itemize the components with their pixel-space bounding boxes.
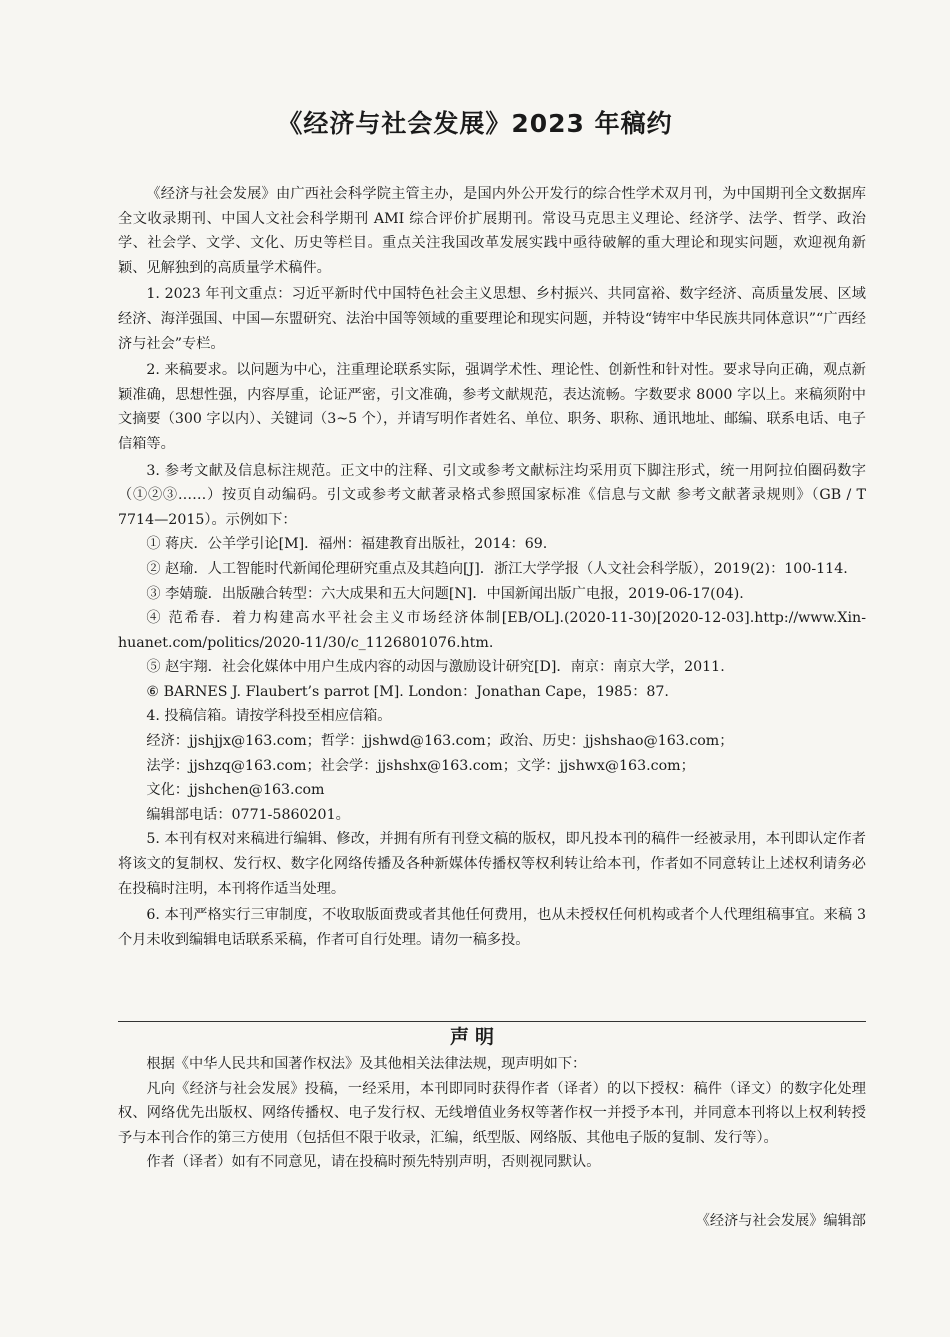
email-line: 文化：jjshchen@163.com xyxy=(146,782,325,799)
reference-example: ② 赵瑜．人工智能时代新闻伦理研究重点及其趋向[J]．浙江大学学报（人文社会科学版），2019(2)：100-114. xyxy=(146,560,848,577)
phone-line: 编辑部电话：0771-5860201。 xyxy=(146,806,350,823)
call-for-papers-body xyxy=(118,182,866,952)
email-line: 经济：jjshjjx@163.com；哲学：jjshwd@163.com；政治、历史：jjshshao@163.com； xyxy=(146,733,734,750)
editorial-signature: 《经济与社会发展》编辑部 xyxy=(695,1213,866,1229)
declaration-paragraph: 作者（译者）如有不同意见，请在投稿时预先特别声明，否则视同默认。 xyxy=(146,1154,601,1171)
email-line: 法学：jjshzq@163.com；社会学：jjshshx@163.com；文学：jjshwx@163.com； xyxy=(146,757,695,774)
item-3-paragraph: 3. 参考文献及信息标注规范。正文中的注释、引文或参考文献标注均采用页下脚注形式，统一用阿拉伯圈码数字（①②③……）按页自动编码。引文或参考文献著录格式参照国家标准《信息与文献 参考文献著录规则》（GB / T 7714—2015）。示例如下： xyxy=(118,462,866,528)
page-title: 《经济与社会发展》2023 年稿约 xyxy=(277,109,673,138)
reference-example: ⑤ 赵宇翔．社会化媒体中用户生成内容的动因与激励设计研究[D]．南京：南京大学，2011. xyxy=(146,659,725,676)
intro-paragraph: 《经济与社会发展》由广西社会科学院主管主办，是国内外公开发行的综合性学术双月刊，为中国期刊全文数据库全文收录期刊、中国人文社会科学期刊 AMI 综合评价扩展期刊。常设马克思主义理论、经济学、法学、哲学、政治学、社会学、文学、文化、历史等栏目。重点关注我国改革发展实践中亟待破解的重大理论和现实问题，欢迎视角新颖、见解独到的高质量学术稿件。 xyxy=(118,186,866,276)
item-5-paragraph: 5. 本刊有权对来稿进行编辑、修改，并拥有所有刊登文稿的版权，即凡投本刊的稿件一经被录用，本刊即认定作者将该文的复制权、发行权、数字化网络传播及各种新媒体传播权等权利转让给本刊，作者如不同意转让上述权利请务必在投稿时注明，本刊将作适当处理。 xyxy=(118,831,866,897)
reference-example: ⑥ BARNES J. Flaubert’s parrot [M]. London：Jonathan Cape，1985：87. xyxy=(146,683,669,700)
reference-example: ④ 范希春．着力构建高水平社会主义市场经济体制[EB/OL].(2020-11-30)[2020-12-03].http://www.Xin-huanet.com/politics/2020-11/30/c_1126801076.htm. xyxy=(118,610,866,651)
declaration-title: 声明 xyxy=(449,1026,500,1048)
reference-example: ① 蒋庆．公羊学引论[M]．福州：福建教育出版社，2014：69. xyxy=(146,536,548,553)
item-2-paragraph: 2. 来稿要求。以问题为中心，注重理论联系实际，强调学术性、理论性、创新性和针对性。要求导向正确，观点新颖准确，思想性强，内容厚重，论证严密，引文准确，参考文献规范，表达流畅。字数要求 8000 字以上。来稿须附中文摘要（300 字以内）、关键词（3~5 个），并请写明作者姓名、单位、职务、职称、通讯地址、邮编、联系电话、电子信箱等。 xyxy=(118,362,866,452)
reference-example: ③ 李婧璇．出版融合转型：六大成果和五大问题[N]．中国新闻出版广电报，2019-06-17(04). xyxy=(146,585,744,602)
declaration-body xyxy=(118,1052,866,1175)
item-6-paragraph: 6. 本刊严格实行三审制度，不收取版面费或者其他任何费用，也从未授权任何机构或者个人代理组稿事宜。来稿 3 个月未收到编辑电话联系采稿，作者可自行处理。请勿一稿多投。 xyxy=(118,907,866,948)
declaration-paragraph: 根据《中华人民共和国著作权法》及其他相关法律法规，现声明如下： xyxy=(146,1056,587,1072)
declaration-paragraph: 凡向《经济与社会发展》投稿，一经采用，本刊即同时获得作者（译者）的以下授权：稿件（译文）的数字化处理权、网络优先出版权、网络传播权、电子发行权、无线增值业务权等著作权一并授予本刊，并同意本刊将以上权利转授予与本刊合作的第三方使用（包括但不限于收录，汇编，纸型版、网络版、其他电子版的复制、发行等）。 xyxy=(118,1080,866,1146)
item-4-paragraph: 4. 投稿信箱。请按学科投至相应信箱。 xyxy=(146,708,392,725)
item-1-paragraph: 1. 2023 年刊文重点：习近平新时代中国特色社会主义思想、乡村振兴、共同富裕、数字经济、高质量发展、区域经济、海洋强国、中国—东盟研究、法治中国等领域的重要理论和现实问题，并特设“铸牢中华民族共同体意识”“广西经济与社会”专栏。 xyxy=(118,286,866,352)
